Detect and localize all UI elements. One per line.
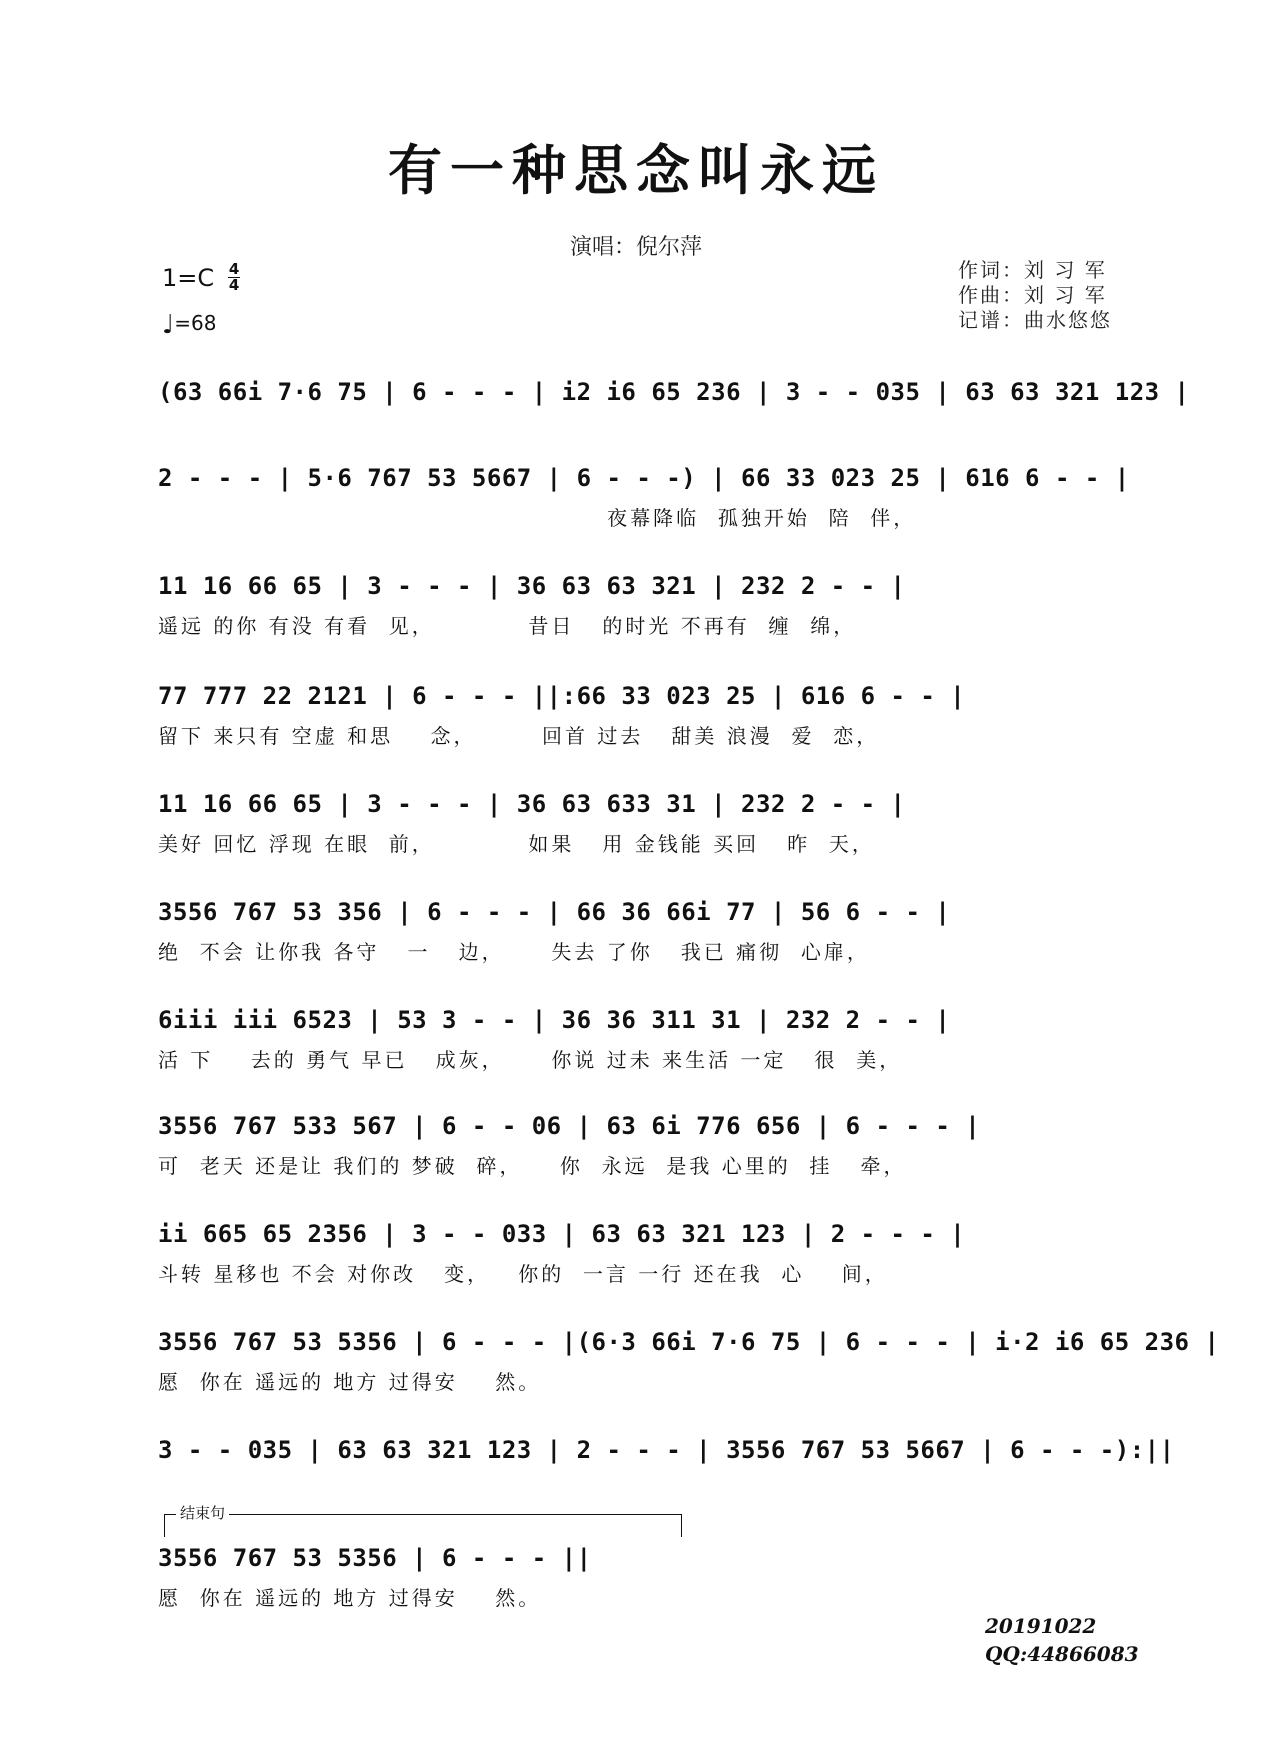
score-system xyxy=(158,372,1190,446)
lyrics-line xyxy=(158,1474,1128,1504)
lyrics-line xyxy=(158,416,1128,446)
lyrics-line: 夜幕降临 孤独开始 陪 伴， xyxy=(158,506,917,530)
credits xyxy=(958,258,1112,333)
qq-contact: QQ:44866083 xyxy=(985,1642,1139,1666)
coda-bracket xyxy=(164,1514,682,1537)
performer-credit: 演唱：倪尔萍 xyxy=(569,235,702,260)
notation-line: ii 665 65 2356 | 3 - - 033 | 63 63 321 123 | 2 - - - | xyxy=(158,1220,966,1248)
lyrics-line: 愿 你在 遥远的 地方 过得安 然。 xyxy=(158,1586,542,1610)
tempo-marking xyxy=(162,310,216,340)
notation-line: 6iii iii 6523 | 53 3 - - | 36 36 311 31 | 232 2 - - | xyxy=(158,1006,951,1034)
tempo-value: =68 xyxy=(174,311,217,335)
lyrics-line: 活 下 去的 勇气 早已 成灰， 你说 过未 来生活 一定 很 美， xyxy=(158,1048,903,1072)
notation-line: 3556 767 53 356 | 6 - - - | 66 36 66i 77 | 56 6 - - | xyxy=(158,898,951,926)
transcriber-credit: 记谱：曲水悠悠 xyxy=(958,308,1112,332)
date-stamp: 20191022 xyxy=(985,1614,1097,1638)
notation-line: 11 16 66 65 | 3 - - - | 36 63 63 321 | 232 2 - - | xyxy=(158,572,906,600)
composer-credit: 作曲：刘 习 军 xyxy=(958,283,1107,307)
lyrics-line: 留下 来只有 空虚 和思 念， 回首 过去 甜美 浪漫 爱 恋， xyxy=(158,724,880,748)
song-title: 有一种思念叫永远 xyxy=(388,138,884,202)
notation-line: 3 - - 035 | 63 63 321 123 | 2 - - - | 3556 767 53 5667 | 6 - - -):|| xyxy=(158,1436,1175,1464)
score-system xyxy=(158,1430,1175,1504)
score-system xyxy=(158,1538,1128,1612)
score-system xyxy=(158,1214,1128,1288)
score-system xyxy=(158,1000,1128,1074)
signature-block xyxy=(985,1612,1139,1668)
score-system xyxy=(158,1322,1220,1396)
notation-line: 2 - - - | 5·6 767 53 5667 | 6 - - -) | 66 33 023 25 | 616 6 - - | xyxy=(158,464,1130,492)
score-system xyxy=(158,1106,1128,1180)
notation-line: 3556 767 533 567 | 6 - - 06 | 63 6i 776 656 | 6 - - - | xyxy=(158,1112,981,1140)
notation-line: 77 777 22 2121 | 6 - - - ||:66 33 023 25 | 616 6 - - | xyxy=(158,682,966,710)
time-signature xyxy=(228,262,240,293)
lyrics-line: 斗转 星移也 不会 对你改 变， 你的 一言 一行 还在我 心 间， xyxy=(158,1262,888,1286)
key-label: 1=C xyxy=(162,263,215,292)
coda-label: 结束句 xyxy=(176,1502,229,1523)
lyrics-line: 绝 不会 让你我 各守 一 边， 失去 了你 我已 痛彻 心扉， xyxy=(158,940,870,964)
score-system xyxy=(158,566,1128,640)
notation-line: 11 16 66 65 | 3 - - - | 36 63 633 31 | 232 2 - - | xyxy=(158,790,906,818)
lyricist-credit: 作词：刘 习 军 xyxy=(958,258,1107,282)
score-system xyxy=(158,892,1128,966)
score-system xyxy=(158,676,1128,750)
key-signature xyxy=(162,262,240,293)
lyrics-line: 遥远 的你 有没 有看 见， 昔日 的时光 不再有 缠 绵， xyxy=(158,614,857,638)
lyrics-line: 可 老天 还是让 我们的 梦破 碎， 你 永远 是我 心里的 挂 牵， xyxy=(158,1154,907,1178)
score-system xyxy=(158,784,1128,858)
notation-line: 3556 767 53 5356 | 6 - - - || xyxy=(158,1544,592,1572)
score-system xyxy=(158,458,1128,532)
meter-top: 4 xyxy=(228,260,240,278)
lyrics-line: 美好 回忆 浮现 在眼 前， 如果 用 金钱能 买回 昨 天， xyxy=(158,832,875,856)
notation-line: (63 66i 7·6 75 | 6 - - - | i2 i6 65 236 | 3 - - 035 | 63 63 321 123 | xyxy=(158,378,1190,406)
lyrics-line: 愿 你在 遥远的 地方 过得安 然。 xyxy=(158,1370,542,1394)
meter-bottom: 4 xyxy=(228,276,240,294)
quarter-note-icon: ♩ xyxy=(162,310,175,340)
notation-line: 3556 767 53 5356 | 6 - - - |(6·3 66i 7·6 75 | 6 - - - | i·2 i6 65 236 | xyxy=(158,1328,1220,1356)
